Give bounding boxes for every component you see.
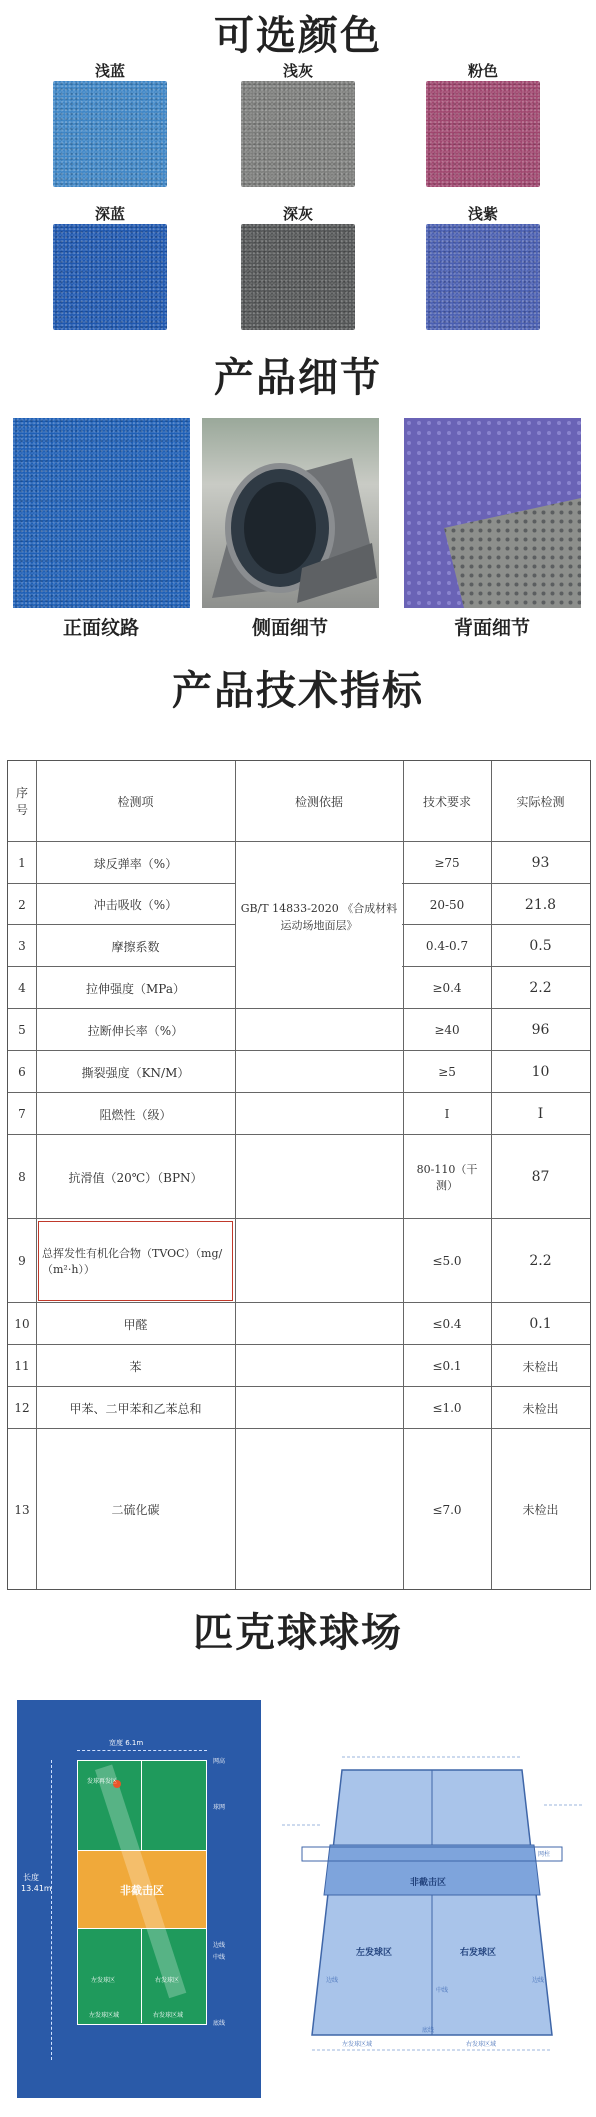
court-length-value: 13.41m	[21, 1884, 52, 1893]
color-label-1: 浅蓝	[94, 62, 125, 80]
serve-area-label: 发球再发区	[87, 1778, 118, 1785]
court-length-label: 长度	[23, 1873, 39, 1882]
detail-label-back: 背面细节	[453, 617, 530, 639]
right-zone-label: 右发球区	[155, 1977, 180, 1984]
bottom-left-label-right: 左发球区域	[342, 2041, 373, 2048]
court-diagram-right	[282, 1745, 582, 2065]
basis-merged-cell: GB/T 14833-2020 《合成材料运动场地面层》	[236, 842, 402, 992]
left-zone-label: 左发球区	[91, 1977, 116, 1984]
color-swatch-dark-gray[interactable]	[241, 224, 355, 330]
court-width-line	[77, 1750, 207, 1751]
court-perspective-svg	[282, 1745, 582, 2065]
court-width-label: 宽度 6.1m	[109, 1739, 144, 1747]
header-actual: 实际检测	[516, 794, 565, 809]
table-row: 3 摩擦系数 0.4-0.7 0.5	[8, 924, 590, 967]
rolled-mat-illustration	[202, 418, 379, 608]
bottom-right-label: 右发球区域	[153, 2012, 184, 2019]
back-dots-pattern	[404, 418, 581, 608]
sideline-label: 边线	[213, 1942, 226, 1949]
court-diagram-left	[17, 1700, 261, 2098]
color-label-5: 深灰	[282, 205, 313, 223]
header-req: 技术要求	[422, 794, 471, 809]
center-label: 中线	[436, 1987, 449, 1994]
color-label-6: 浅紫	[467, 205, 498, 223]
details-title: 产品细节	[214, 355, 382, 401]
baseline-label-right: 底线	[422, 2027, 435, 2034]
kitchen-label-right: 非截击区	[410, 1878, 447, 1888]
table-row: 6 撕裂强度（KN/M） ≥5 10	[8, 1050, 590, 1093]
table-row: 12 甲苯、二甲苯和乙苯总和 ≤1.0 未检出	[8, 1386, 590, 1429]
side-right-label: 边线	[532, 1977, 545, 1984]
baseline-label: 底线	[213, 2020, 226, 2027]
net-height-label: 网高	[213, 1758, 226, 1765]
color-swatch-light-blue[interactable]	[53, 81, 167, 187]
table-row: 2 冲击吸收（%） 20-50 21.8	[8, 883, 590, 925]
table-row: 7 阻燃性（级） I I	[8, 1092, 590, 1135]
color-swatch-dark-blue[interactable]	[53, 224, 167, 330]
table-row: 5 拉断伸长率（%） ≥40 96	[8, 1008, 590, 1051]
header-basis: 检测依据	[294, 794, 343, 809]
color-label-3: 粉色	[467, 62, 498, 80]
centerline-label: 中线	[213, 1954, 226, 1961]
header-idx: 序号	[15, 786, 28, 817]
front-texture-image	[13, 418, 190, 608]
color-label-2: 浅灰	[282, 62, 313, 80]
color-label-4: 深蓝	[94, 205, 125, 223]
net-label: 球网	[213, 1804, 226, 1811]
table-row: 9 总挥发性有机化合物（TVOC）（mg/（m²·h）） ≤5.0 2.2	[8, 1218, 590, 1303]
court-title: 匹克球球场	[193, 1610, 403, 1656]
side-detail-image	[202, 418, 379, 608]
bottom-right-label-right: 右发球区域	[466, 2041, 497, 2048]
back-detail-image	[404, 418, 581, 608]
header-item: 检测项	[117, 794, 154, 809]
color-swatch-light-gray[interactable]	[241, 81, 355, 187]
side-left-label: 边线	[326, 1977, 339, 1984]
spec-table	[7, 760, 591, 1590]
left-zone-label-right: 左发球区	[356, 1948, 393, 1958]
net-post-label: 网柱	[538, 1851, 551, 1858]
detail-label-front: 正面纹路	[62, 617, 139, 639]
court-center-line-top	[141, 1760, 142, 1850]
bottom-left-label: 左发球区域	[89, 2012, 120, 2019]
table-row: 1 球反弹率（%） ≥75 93	[8, 841, 590, 884]
table-row: 13 二硫化碳 ≤7.0 未检出	[8, 1428, 590, 1590]
kitchen-label-left: 非截击区	[120, 1884, 164, 1897]
color-swatch-pink[interactable]	[426, 81, 540, 187]
court-center-line-bottom	[141, 1928, 142, 2023]
court-length-line	[51, 1760, 52, 2060]
table-row: 10 甲醛 ≤0.4 0.1	[8, 1302, 590, 1345]
table-row: 11 苯 ≤0.1 未检出	[8, 1344, 590, 1387]
color-swatch-light-purple[interactable]	[426, 224, 540, 330]
specs-title: 产品技术指标	[172, 668, 424, 714]
colors-title: 可选颜色	[214, 13, 382, 59]
detail-label-side: 侧面细节	[251, 617, 328, 639]
right-zone-label-right: 右发球区	[460, 1948, 497, 1958]
table-row: 4 拉伸强度（MPa） ≥0.4 2.2	[8, 966, 590, 1009]
table-row: 8 抗滑值（20℃）（BPN） 80-110（干测） 87	[8, 1134, 590, 1219]
table-header	[8, 761, 590, 841]
